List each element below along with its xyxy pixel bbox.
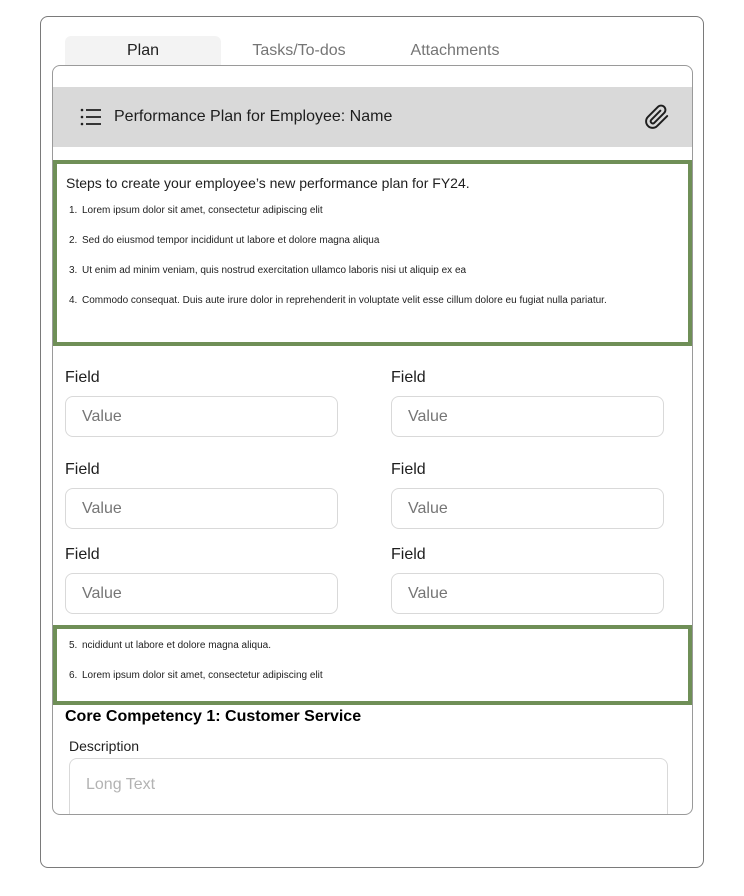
step-number: 2. xyxy=(69,235,78,246)
tab-tasks-todos[interactable]: Tasks/To-dos xyxy=(252,42,346,59)
list-icon[interactable] xyxy=(80,107,102,127)
field-input[interactable] xyxy=(65,488,338,529)
steps-continued xyxy=(53,625,692,705)
step-text: Lorem ipsum dolor sit amet, consectetur adipiscing elit xyxy=(82,670,323,681)
field-label: Field xyxy=(65,369,100,386)
field-label: Field xyxy=(391,546,426,563)
field-label: Field xyxy=(391,369,426,386)
step-number: 5. xyxy=(69,640,78,651)
plan-panel xyxy=(52,65,693,815)
step-number: 6. xyxy=(69,670,78,681)
steps-intro: Steps to create your employee’s new performance plan for FY24. xyxy=(66,175,470,191)
competency-title: Core Competency 1: Customer Service xyxy=(65,708,362,725)
step-number: 4. xyxy=(69,295,78,306)
step-text: ncididunt ut labore et dolore magna aliqua. xyxy=(82,640,272,651)
step-text: Sed do eiusmod tempor incididunt ut labore et dolore magna aliqua xyxy=(82,235,380,246)
tab-bar xyxy=(65,36,533,66)
list-item xyxy=(66,264,676,278)
field-input[interactable] xyxy=(391,573,664,614)
field-label: Field xyxy=(65,461,100,478)
list-item xyxy=(66,234,676,248)
step-text: Commodo consequat. Duis aute irure dolor in reprehenderit in voluptate velit esse cillum dolore eu fugiat nulla pariatur. xyxy=(82,295,607,306)
list-item xyxy=(69,639,676,653)
list-item xyxy=(66,294,676,308)
list-item xyxy=(69,669,676,683)
step-text: Ut enim ad minim veniam, quis nostrud exercitation ullamco laboris nisi ut aliquip ex ea xyxy=(82,265,467,276)
paperclip-icon[interactable] xyxy=(644,104,670,130)
list-item xyxy=(66,204,676,218)
description-textarea[interactable]: Long Text xyxy=(69,758,668,815)
tab-plan[interactable]: Plan xyxy=(65,36,221,66)
field-input[interactable] xyxy=(65,573,338,614)
plan-header xyxy=(53,87,692,147)
step-number: 3. xyxy=(69,265,78,276)
field-input[interactable] xyxy=(65,396,338,437)
field-input[interactable] xyxy=(391,396,664,437)
field-label: Field xyxy=(65,546,100,563)
step-number: 1. xyxy=(69,205,78,216)
description-label: Description xyxy=(69,738,140,754)
tab-attachments[interactable]: Attachments xyxy=(410,42,500,59)
step-text: Lorem ipsum dolor sit amet, consectetur adipiscing elit xyxy=(82,205,323,216)
page-title: Performance Plan for Employee: Name xyxy=(114,108,393,125)
steps-instructions xyxy=(53,160,692,346)
field-label: Field xyxy=(391,461,426,478)
field-input[interactable] xyxy=(391,488,664,529)
